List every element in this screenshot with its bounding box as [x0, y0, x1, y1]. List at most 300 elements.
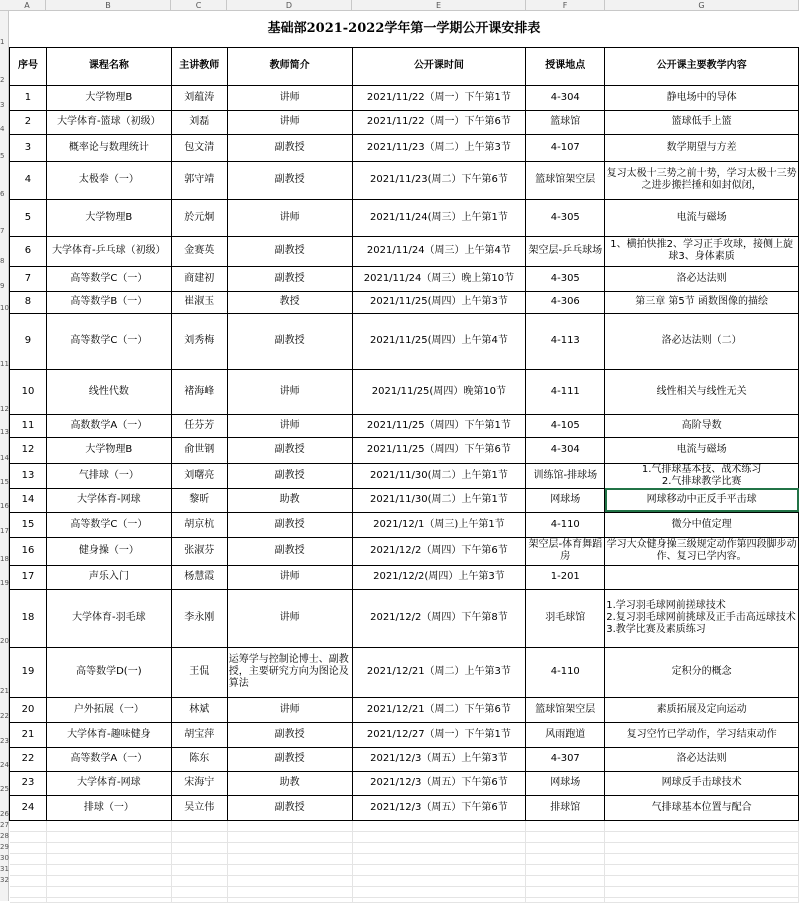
table-cell[interactable]: 2021/11/23（周二）上午第3节 [352, 134, 526, 161]
table-cell[interactable]: 网球场 [526, 771, 605, 795]
table-row [10, 488, 799, 512]
table-cell[interactable]: 大学体育-篮球（初级） [46, 110, 171, 134]
row-header-17[interactable]: 17 [0, 527, 9, 535]
empty-cell[interactable] [46, 853, 171, 864]
column-header-cell[interactable]: 序号 [10, 47, 47, 85]
table-cell[interactable]: 陈东 [171, 747, 227, 771]
table-cell[interactable]: 助教 [227, 488, 352, 512]
empty-cell[interactable] [171, 864, 227, 875]
table-cell[interactable]: 褚海峰 [171, 369, 227, 414]
table-cell[interactable]: 2021/11/30(周二）上午第1节 [352, 463, 526, 488]
table-cell[interactable]: 刘蕴涛 [171, 85, 227, 110]
empty-cell[interactable] [10, 864, 47, 875]
table-cell[interactable]: 胡京杭 [171, 512, 227, 537]
table-cell[interactable]: 2021/12/21（周二）上午第3节 [352, 647, 526, 697]
table-cell[interactable]: 篮球低手上篮 [605, 110, 799, 134]
table-cell[interactable]: 林斌 [171, 697, 227, 722]
empty-cell[interactable] [526, 897, 605, 902]
row-header-14[interactable]: 14 [0, 454, 9, 462]
table-cell[interactable]: 讲师 [227, 697, 352, 722]
table-cell[interactable]: 金赛英 [171, 236, 227, 266]
row-header-1[interactable]: 1 [0, 38, 5, 46]
table-cell[interactable]: 羽毛球馆 [526, 589, 605, 647]
empty-cell[interactable] [10, 842, 47, 853]
table-cell[interactable]: 篮球馆架空层 [526, 697, 605, 722]
table-cell[interactable]: 大学体育-羽毛球 [46, 589, 171, 647]
table-cell[interactable]: 高等数学A（一） [46, 747, 171, 771]
row-header-28[interactable]: 28 [0, 832, 9, 840]
column-header-cell[interactable]: 公开课时间 [352, 47, 526, 85]
table-cell[interactable]: 4-306 [526, 291, 605, 313]
column-header-g[interactable]: G [605, 0, 799, 11]
empty-row [10, 875, 799, 886]
row-header-3[interactable]: 3 [0, 101, 5, 109]
table-cell[interactable]: 刘曙亮 [171, 463, 227, 488]
table-row [10, 589, 799, 647]
empty-cell[interactable] [526, 875, 605, 886]
table-cell[interactable]: 大学体育-趣味健身 [46, 722, 171, 747]
table-cell[interactable]: 12 [10, 437, 47, 463]
row-header-2[interactable]: 2 [0, 76, 5, 84]
table-cell[interactable]: 23 [10, 771, 47, 795]
empty-cell[interactable] [227, 853, 352, 864]
table-cell[interactable]: 运筹学与控制论博士、副教授，主要研究方向为图论及算法 [227, 647, 352, 697]
table-cell[interactable]: 高等数学C（一） [46, 266, 171, 291]
table-cell[interactable]: 讲师 [227, 85, 352, 110]
table-cell[interactable]: 20 [10, 697, 47, 722]
table-cell[interactable]: 网球场 [526, 488, 605, 512]
table-cell[interactable]: 声乐入门 [46, 565, 171, 589]
table-cell[interactable]: 18 [10, 589, 47, 647]
table-cell[interactable]: 2021/11/30(周二）上午第1节 [352, 488, 526, 512]
table-cell[interactable]: 篮球馆 [526, 110, 605, 134]
table-cell[interactable]: 2021/11/25（周四）下午第6节 [352, 437, 526, 463]
table-cell[interactable] [605, 565, 799, 589]
empty-cell[interactable] [46, 842, 171, 853]
table-row [10, 414, 799, 437]
table-cell[interactable]: 大学物理B [46, 85, 171, 110]
empty-cell[interactable] [10, 853, 47, 864]
table-cell[interactable]: 第三章 第5节 函数图像的描绘 [605, 291, 799, 313]
empty-cell[interactable] [171, 875, 227, 886]
row-header-20[interactable]: 20 [0, 637, 9, 645]
table-cell[interactable]: 高阶导数 [605, 414, 799, 437]
table-row [10, 85, 799, 110]
row-header-11[interactable]: 11 [0, 360, 9, 368]
table-cell[interactable]: 副教授 [227, 313, 352, 369]
table-cell[interactable]: 7 [10, 266, 47, 291]
title-row [10, 11, 799, 47]
table-cell[interactable]: 副教授 [227, 537, 352, 565]
table-cell[interactable]: 4-304 [526, 85, 605, 110]
empty-cell[interactable] [605, 842, 799, 853]
table-cell[interactable]: 4-113 [526, 313, 605, 369]
empty-cell[interactable] [526, 831, 605, 842]
empty-cell[interactable] [526, 853, 605, 864]
table-cell[interactable]: 2021/11/25(周四）上午第3节 [352, 291, 526, 313]
table-cell[interactable]: 定积分的概念 [605, 647, 799, 697]
empty-cell[interactable] [352, 820, 526, 831]
table-cell[interactable]: 3 [10, 134, 47, 161]
table-cell[interactable]: 4-110 [526, 512, 605, 537]
table-cell[interactable]: 2021/12/3（周五）上午第3节 [352, 747, 526, 771]
table-cell[interactable]: 排球（一） [46, 795, 171, 820]
table-cell[interactable]: 13 [10, 463, 47, 488]
table-cell[interactable]: 洛必达法则 [605, 747, 799, 771]
empty-cell[interactable] [171, 831, 227, 842]
table-cell[interactable]: 4-307 [526, 747, 605, 771]
row-header-10[interactable]: 10 [0, 304, 9, 312]
empty-cell[interactable] [526, 842, 605, 853]
table-cell[interactable]: 架空层-体育舞蹈房 [526, 537, 605, 565]
table-cell[interactable]: 15 [10, 512, 47, 537]
empty-cell[interactable] [227, 886, 352, 897]
table-cell[interactable]: 微分中值定理 [605, 512, 799, 537]
table-cell[interactable]: 2021/12/2（周四）下午第8节 [352, 589, 526, 647]
table-row [10, 266, 799, 291]
empty-cell[interactable] [352, 842, 526, 853]
table-cell[interactable]: 10 [10, 369, 47, 414]
empty-row [10, 853, 799, 864]
row-header-27[interactable]: 27 [0, 821, 9, 829]
spreadsheet-grid [9, 11, 799, 903]
table-cell[interactable]: 2021/12/1（周三)上午第1节 [352, 512, 526, 537]
empty-cell[interactable] [352, 897, 526, 902]
row-header-32[interactable]: 32 [0, 876, 9, 884]
table-cell[interactable]: 网球移动中正反手平击球 [605, 488, 799, 512]
row-header-25[interactable]: 25 [0, 785, 9, 793]
empty-cell[interactable] [46, 886, 171, 897]
table-cell[interactable]: 6 [10, 236, 47, 266]
empty-cell[interactable] [352, 831, 526, 842]
table-cell[interactable]: 於元炯 [171, 199, 227, 236]
table-row [10, 313, 799, 369]
row-header-16[interactable]: 16 [0, 502, 9, 510]
table-cell[interactable]: 2021/11/24（周三）上午第4节 [352, 236, 526, 266]
empty-cell[interactable] [605, 864, 799, 875]
table-cell[interactable]: 高等数学C（一） [46, 512, 171, 537]
row-header-29[interactable]: 29 [0, 843, 9, 851]
table-cell[interactable]: 副教授 [227, 747, 352, 771]
table-cell[interactable]: 2021/11/25（周四）下午第1节 [352, 414, 526, 437]
table-cell[interactable]: 8 [10, 291, 47, 313]
table-row [10, 463, 799, 488]
table-cell[interactable]: 5 [10, 199, 47, 236]
column-header-d[interactable]: D [227, 0, 352, 11]
table-cell[interactable]: 副教授 [227, 161, 352, 199]
table-cell[interactable]: 教授 [227, 291, 352, 313]
table-cell[interactable]: 1.气排球基本技、战术练习 2.气排球教学比赛 [605, 463, 799, 488]
table-cell[interactable]: 吴立伟 [171, 795, 227, 820]
table-cell[interactable]: 太极拳（一） [46, 161, 171, 199]
table-cell[interactable]: 洛必达法则（二） [605, 313, 799, 369]
table-row [10, 795, 799, 820]
table-cell[interactable]: 大学物理B [46, 199, 171, 236]
table-row [10, 747, 799, 771]
row-header-7[interactable]: 7 [0, 227, 5, 235]
empty-cell[interactable] [171, 886, 227, 897]
empty-cell[interactable] [605, 897, 799, 902]
table-cell[interactable]: 气排球基本位置与配合 [605, 795, 799, 820]
table-cell[interactable]: 17 [10, 565, 47, 589]
empty-row [10, 831, 799, 842]
table-cell[interactable]: 讲师 [227, 565, 352, 589]
table-cell[interactable]: 2 [10, 110, 47, 134]
column-header-bar [0, 0, 799, 11]
empty-cell[interactable] [46, 831, 171, 842]
table-cell[interactable]: 风雨跑道 [526, 722, 605, 747]
table-cell[interactable]: 架空层-乒乓球场 [526, 236, 605, 266]
table-cell[interactable]: 9 [10, 313, 47, 369]
table-cell[interactable]: 线性相关与线性无关 [605, 369, 799, 414]
empty-cell[interactable] [227, 820, 352, 831]
row-header-5[interactable]: 5 [0, 152, 5, 160]
table-cell[interactable]: 副教授 [227, 437, 352, 463]
empty-cell[interactable] [46, 897, 171, 902]
table-cell[interactable]: 张淑芬 [171, 537, 227, 565]
row-header-4[interactable]: 4 [0, 125, 5, 133]
empty-cell[interactable] [227, 875, 352, 886]
row-header-21[interactable]: 21 [0, 687, 9, 695]
table-cell[interactable]: 任芬芳 [171, 414, 227, 437]
table-cell[interactable]: 素质拓展及定向运动 [605, 697, 799, 722]
table-cell[interactable]: 杨慧霞 [171, 565, 227, 589]
empty-cell[interactable] [46, 864, 171, 875]
empty-cell[interactable] [10, 831, 47, 842]
table-cell[interactable]: 副教授 [227, 134, 352, 161]
table-cell[interactable]: 2021/11/22（周一）下午第6节 [352, 110, 526, 134]
empty-cell[interactable] [605, 820, 799, 831]
row-header-13[interactable]: 13 [0, 428, 9, 436]
row-header-24[interactable]: 24 [0, 761, 9, 769]
table-cell[interactable]: 2021/12/2（周四）下午第6节 [352, 537, 526, 565]
table-cell[interactable]: 24 [10, 795, 47, 820]
table-cell[interactable]: 概率论与数理统计 [46, 134, 171, 161]
empty-cell[interactable] [526, 864, 605, 875]
empty-cell[interactable] [10, 897, 47, 902]
table-cell[interactable]: 篮球馆架空层 [526, 161, 605, 199]
table-cell[interactable]: 高数数学A（一） [46, 414, 171, 437]
table-row [10, 537, 799, 565]
row-header-9[interactable]: 9 [0, 282, 5, 290]
table-cell[interactable]: 讲师 [227, 369, 352, 414]
table-cell[interactable]: 静电场中的导体 [605, 85, 799, 110]
table-cell[interactable]: 副教授 [227, 266, 352, 291]
table-cell[interactable]: 宋海宁 [171, 771, 227, 795]
table-cell[interactable]: 4-305 [526, 266, 605, 291]
column-header-f[interactable]: F [526, 0, 605, 11]
row-header-30[interactable]: 30 [0, 854, 9, 862]
empty-cell[interactable] [171, 820, 227, 831]
table-row [10, 437, 799, 463]
table-row [10, 236, 799, 266]
column-header-cell[interactable]: 公开课主要教学内容 [605, 47, 799, 85]
table-cell[interactable]: 线性代数 [46, 369, 171, 414]
column-header-cell[interactable]: 授课地点 [526, 47, 605, 85]
table-cell[interactable]: 2021/11/25(周四）上午第4节 [352, 313, 526, 369]
table-cell[interactable]: 2021/12/3（周五）下午第6节 [352, 771, 526, 795]
column-header-cell[interactable]: 主讲教师 [171, 47, 227, 85]
table-cell[interactable]: 复习空竹已学动作，学习结束动作 [605, 722, 799, 747]
empty-row [10, 897, 799, 902]
column-header-e[interactable]: E [352, 0, 526, 11]
table-row [10, 647, 799, 697]
empty-cell[interactable] [352, 875, 526, 886]
table-cell[interactable]: 俞世钢 [171, 437, 227, 463]
table-cell[interactable]: 4 [10, 161, 47, 199]
table-cell[interactable]: 1.学习羽毛球网前搓球技术 2.复习羽毛球网前挑球及正手击高远球技术 3.教学比赛及素质练习 [605, 589, 799, 647]
table-cell[interactable]: 崔淑玉 [171, 291, 227, 313]
table-cell[interactable]: 2021/12/2(周四）上午第3节 [352, 565, 526, 589]
table-cell[interactable]: 商建初 [171, 266, 227, 291]
table-cell[interactable]: 洛必达法则 [605, 266, 799, 291]
table-cell[interactable]: 郭守靖 [171, 161, 227, 199]
table-cell[interactable]: 4-110 [526, 647, 605, 697]
table-cell[interactable]: 大学体育-网球 [46, 488, 171, 512]
table-cell[interactable]: 4-304 [526, 437, 605, 463]
empty-cell[interactable] [46, 875, 171, 886]
empty-row [10, 886, 799, 897]
table-cell[interactable]: 4-111 [526, 369, 605, 414]
table-cell[interactable]: 大学体育-乒乓球（初级） [46, 236, 171, 266]
table-row [10, 199, 799, 236]
table-cell[interactable]: 1-201 [526, 565, 605, 589]
table-cell[interactable]: 2021/11/23(周二）下午第6节 [352, 161, 526, 199]
empty-cell[interactable] [526, 886, 605, 897]
table-cell[interactable]: 2021/11/22（周一）下午第1节 [352, 85, 526, 110]
table-cell[interactable]: 22 [10, 747, 47, 771]
table-cell[interactable]: 胡宝萍 [171, 722, 227, 747]
empty-cell[interactable] [605, 853, 799, 864]
row-header-22[interactable]: 22 [0, 712, 9, 720]
table-cell[interactable]: 2021/11/24(周三）上午第1节 [352, 199, 526, 236]
empty-cell[interactable] [227, 842, 352, 853]
empty-cell[interactable] [605, 886, 799, 897]
table-cell[interactable]: 14 [10, 488, 47, 512]
column-header-a[interactable]: A [9, 0, 46, 11]
table-cell[interactable]: 副教授 [227, 722, 352, 747]
empty-cell[interactable] [227, 897, 352, 902]
table-cell[interactable]: 网球反手击球技术 [605, 771, 799, 795]
table-cell[interactable]: 2021/11/24（周三）晚上第10节 [352, 266, 526, 291]
table-cell[interactable]: 黎昕 [171, 488, 227, 512]
table-row [10, 291, 799, 313]
empty-cell[interactable] [171, 853, 227, 864]
sheet-title[interactable]: 基础部2021-2022学年第一学期公开课安排表 [10, 11, 799, 47]
row-header-26[interactable]: 26 [0, 810, 9, 818]
table-cell[interactable]: 气排球（一） [46, 463, 171, 488]
table-cell[interactable]: 4-305 [526, 199, 605, 236]
table-cell[interactable]: 排球馆 [526, 795, 605, 820]
row-header-31[interactable]: 31 [0, 865, 9, 873]
empty-row [10, 820, 799, 831]
table-cell[interactable]: 助教 [227, 771, 352, 795]
column-header-c[interactable]: C [171, 0, 227, 11]
table-cell[interactable]: 李永刚 [171, 589, 227, 647]
table-cell[interactable]: 包文清 [171, 134, 227, 161]
table-cell[interactable]: 2021/11/25(周四）晚第10节 [352, 369, 526, 414]
empty-cell[interactable] [10, 886, 47, 897]
empty-cell[interactable] [171, 897, 227, 902]
header-row [10, 47, 799, 85]
empty-cell[interactable] [352, 886, 526, 897]
empty-cell[interactable] [605, 831, 799, 842]
table-cell[interactable]: 副教授 [227, 512, 352, 537]
table-row [10, 565, 799, 589]
row-header-8[interactable]: 8 [0, 257, 5, 265]
table-cell[interactable]: 学习大众健身操三级规定动作第四段脚步动作、复习已学内容。 [605, 537, 799, 565]
row-header-18[interactable]: 18 [0, 555, 9, 563]
table-cell[interactable]: 副教授 [227, 236, 352, 266]
table-cell[interactable]: 2021/12/21（周二）下午第6节 [352, 697, 526, 722]
table-cell[interactable]: 副教授 [227, 463, 352, 488]
table-cell[interactable]: 21 [10, 722, 47, 747]
table-cell[interactable]: 王侃 [171, 647, 227, 697]
table-cell[interactable]: 训练馆-排球场 [526, 463, 605, 488]
empty-cell[interactable] [605, 875, 799, 886]
empty-cell[interactable] [352, 853, 526, 864]
table-cell[interactable]: 电流与磁场 [605, 199, 799, 236]
table-cell[interactable]: 讲师 [227, 414, 352, 437]
table-cell[interactable]: 19 [10, 647, 47, 697]
table-cell[interactable]: 刘秀梅 [171, 313, 227, 369]
row-header-19[interactable]: 19 [0, 579, 9, 587]
table-cell[interactable]: 复习太极十三势之前十势，学习太极十三势之进步搬拦捶和如封似闭， [605, 161, 799, 199]
table-cell[interactable]: 高等数学D(一) [46, 647, 171, 697]
table-cell[interactable]: 电流与磁场 [605, 437, 799, 463]
row-header-23[interactable]: 23 [0, 737, 9, 745]
table-cell[interactable]: 讲师 [227, 589, 352, 647]
table-cell[interactable]: 大学体育-网球 [46, 771, 171, 795]
row-header-12[interactable]: 12 [0, 405, 9, 413]
column-header-b[interactable]: B [46, 0, 171, 11]
table-cell[interactable]: 2021/12/27（周一）下午第1节 [352, 722, 526, 747]
table-cell[interactable]: 健身操（一） [46, 537, 171, 565]
table-cell[interactable]: 户外拓展（一） [46, 697, 171, 722]
empty-cell[interactable] [10, 875, 47, 886]
empty-cell[interactable] [227, 864, 352, 875]
empty-cell[interactable] [10, 820, 47, 831]
table-cell[interactable]: 1 [10, 85, 47, 110]
empty-cell[interactable] [46, 820, 171, 831]
table-cell[interactable]: 2021/12/3（周五）下午第6节 [352, 795, 526, 820]
table-cell[interactable]: 11 [10, 414, 47, 437]
table-row [10, 161, 799, 199]
table-cell[interactable]: 讲师 [227, 110, 352, 134]
table-cell[interactable]: 4-107 [526, 134, 605, 161]
table-cell[interactable]: 讲师 [227, 199, 352, 236]
column-header-cell[interactable]: 课程名称 [46, 47, 171, 85]
empty-cell[interactable] [352, 864, 526, 875]
empty-cell[interactable] [227, 831, 352, 842]
table-cell[interactable]: 刘磊 [171, 110, 227, 134]
empty-cell[interactable] [526, 820, 605, 831]
row-header-6[interactable]: 6 [0, 190, 5, 198]
table-cell[interactable]: 4-105 [526, 414, 605, 437]
column-header-cell[interactable]: 教师简介 [227, 47, 352, 85]
table-cell[interactable]: 大学物理B [46, 437, 171, 463]
row-header-15[interactable]: 15 [0, 478, 9, 486]
table-cell[interactable]: 1、横拍快推2、学习正手攻球，接侧上旋球3、身体素质 [605, 236, 799, 266]
table-cell[interactable]: 高等数学B（一） [46, 291, 171, 313]
table-cell[interactable]: 16 [10, 537, 47, 565]
empty-row [10, 864, 799, 875]
table-row [10, 697, 799, 722]
table-cell[interactable]: 高等数学C（一） [46, 313, 171, 369]
table-cell[interactable]: 数学期望与方差 [605, 134, 799, 161]
table-cell[interactable]: 副教授 [227, 795, 352, 820]
empty-cell[interactable] [171, 842, 227, 853]
